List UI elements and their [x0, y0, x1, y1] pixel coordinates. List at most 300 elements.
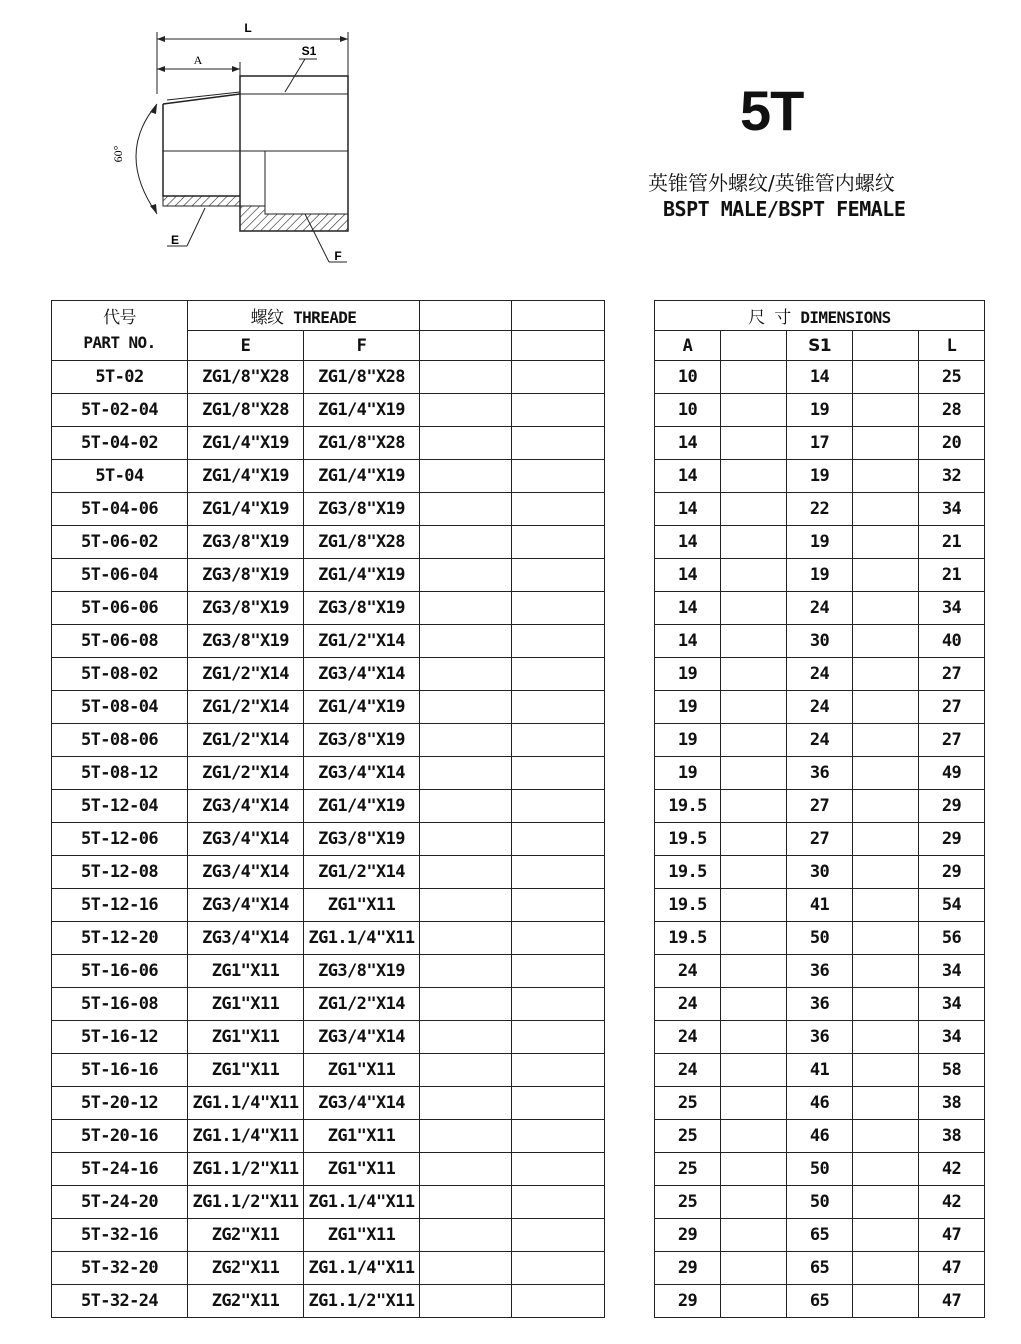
empty-cell — [512, 361, 605, 394]
table-row — [52, 361, 985, 394]
empty-cell — [420, 1153, 512, 1186]
dim-L-cell: 58 — [919, 1054, 985, 1087]
empty-cell — [420, 526, 512, 559]
dim-L-cell: 49 — [919, 757, 985, 790]
part-cell: 5T-02 — [52, 361, 188, 394]
empty-cell — [512, 757, 605, 790]
table-row — [52, 394, 985, 427]
empty-cell — [512, 394, 605, 427]
thread-F-cell: ZG3/8"X19 — [304, 592, 420, 625]
dim-A-cell: 19 — [655, 724, 721, 757]
empty-cell — [420, 889, 512, 922]
part-cell: 5T-04 — [52, 460, 188, 493]
dim-S1-cell: 50 — [787, 922, 853, 955]
empty-cell — [853, 427, 919, 460]
table-row — [52, 1120, 985, 1153]
gap-cell — [605, 1120, 655, 1153]
gap-cell — [605, 1153, 655, 1186]
empty-cell — [512, 1087, 605, 1120]
thread-E-cell: ZG3/4"X14 — [188, 856, 304, 889]
empty-cell — [721, 1021, 787, 1054]
dim-A-label: A — [193, 53, 203, 67]
part-cell: 5T-04-06 — [52, 493, 188, 526]
empty-cell — [721, 988, 787, 1021]
part-cell: 5T-04-02 — [52, 427, 188, 460]
table-row — [52, 691, 985, 724]
gap-cell — [605, 1219, 655, 1252]
dim-A-cell: 10 — [655, 394, 721, 427]
empty-cell — [721, 427, 787, 460]
part-cell: 5T-06-08 — [52, 625, 188, 658]
thread-E-cell: ZG3/4"X14 — [188, 922, 304, 955]
dim-L-cell: 29 — [919, 856, 985, 889]
spec-table — [51, 300, 985, 1318]
empty-cell — [721, 922, 787, 955]
table-row — [52, 790, 985, 823]
thread-E-cell: ZG1/4"X19 — [188, 460, 304, 493]
dim-L-cell: 34 — [919, 1021, 985, 1054]
dim-S1-cell: 36 — [787, 1021, 853, 1054]
gap-cell — [605, 1252, 655, 1285]
empty-cell — [721, 823, 787, 856]
dim-L-cell: 27 — [919, 724, 985, 757]
empty-cell — [853, 1054, 919, 1087]
gap-cell — [605, 724, 655, 757]
empty-cell — [721, 559, 787, 592]
thread-E-cell: ZG3/4"X14 — [188, 790, 304, 823]
table-row — [52, 658, 985, 691]
thread-E-cell: ZG3/4"X14 — [188, 889, 304, 922]
empty-cell — [853, 394, 919, 427]
table-row — [52, 592, 985, 625]
gap-cell — [605, 1285, 655, 1318]
empty-cell — [853, 691, 919, 724]
dim-S1-cell: 36 — [787, 757, 853, 790]
dim-A-cell: 19.5 — [655, 856, 721, 889]
gap-cell — [605, 691, 655, 724]
thread-E-cell: ZG1/2"X14 — [188, 724, 304, 757]
part-cell: 5T-12-06 — [52, 823, 188, 856]
empty-cell — [853, 460, 919, 493]
empty-cell — [512, 592, 605, 625]
table-row — [52, 1153, 985, 1186]
dim-L-cell: 42 — [919, 1186, 985, 1219]
empty-cell — [721, 526, 787, 559]
empty-cell — [420, 1219, 512, 1252]
thread-F-cell: ZG1/4"X19 — [304, 394, 420, 427]
dim-L-cell: 27 — [919, 658, 985, 691]
thread-E-cell: ZG3/8"X19 — [188, 592, 304, 625]
dim-S1-cell: 14 — [787, 361, 853, 394]
empty-cell — [420, 559, 512, 592]
empty-cell — [512, 493, 605, 526]
part-cell: 5T-08-12 — [52, 757, 188, 790]
empty-cell — [853, 922, 919, 955]
gap-cell — [605, 1186, 655, 1219]
empty-cell — [721, 1087, 787, 1120]
dim-L-cell: 27 — [919, 691, 985, 724]
table-row — [52, 757, 985, 790]
dim-S1-cell: 19 — [787, 460, 853, 493]
empty-cell — [420, 823, 512, 856]
empty-cell — [512, 625, 605, 658]
gap-cell — [605, 526, 655, 559]
table-row — [52, 856, 985, 889]
table-row — [52, 955, 985, 988]
empty-cell — [420, 658, 512, 691]
thread-E-cell: ZG1/2"X14 — [188, 757, 304, 790]
dim-L-cell: 38 — [919, 1120, 985, 1153]
thread-E-cell: ZG1/4"X19 — [188, 427, 304, 460]
thread-F-cell: ZG1.1/4"X11 — [304, 922, 420, 955]
empty-cell — [853, 559, 919, 592]
empty-cell — [420, 922, 512, 955]
empty-cell — [721, 1120, 787, 1153]
part-cell: 5T-20-16 — [52, 1120, 188, 1153]
dim-L-cell: 34 — [919, 592, 985, 625]
table-row — [52, 724, 985, 757]
dim-S1-cell: 41 — [787, 1054, 853, 1087]
empty-cell — [721, 460, 787, 493]
dim-L-cell: 20 — [919, 427, 985, 460]
empty-cell — [721, 724, 787, 757]
empty-cell — [512, 988, 605, 1021]
dim-L-label: L — [244, 21, 252, 35]
thread-F-cell: ZG1/2"X14 — [304, 988, 420, 1021]
fitting-drawing — [95, 14, 395, 274]
dim-A-cell: 19 — [655, 757, 721, 790]
table-row — [52, 526, 985, 559]
empty-cell — [420, 1120, 512, 1153]
gap-cell — [605, 394, 655, 427]
dim-S1-cell: 17 — [787, 427, 853, 460]
thread-F-cell: ZG1/8"X28 — [304, 427, 420, 460]
table-row — [52, 1252, 985, 1285]
col-E-header: E — [188, 331, 304, 361]
thread-E-cell: ZG1.1/2"X11 — [188, 1153, 304, 1186]
empty-cell — [512, 1285, 605, 1318]
dim-S1-cell: 65 — [787, 1252, 853, 1285]
dim-S1-cell: 27 — [787, 790, 853, 823]
part-cell: 5T-02-04 — [52, 394, 188, 427]
thread-E-cell: ZG1"X11 — [188, 988, 304, 1021]
thread-F-cell: ZG1/2"X14 — [304, 856, 420, 889]
empty-cell — [721, 592, 787, 625]
thread-F-cell: ZG1/4"X19 — [304, 790, 420, 823]
empty-cell — [420, 460, 512, 493]
empty-cell — [420, 1252, 512, 1285]
empty-cell — [420, 1021, 512, 1054]
gap-cell — [605, 823, 655, 856]
dim-S1-cell: 50 — [787, 1153, 853, 1186]
empty-cell — [512, 1054, 605, 1087]
dim-L-cell: 34 — [919, 493, 985, 526]
empty-cell — [420, 625, 512, 658]
dim-L-cell: 42 — [919, 1153, 985, 1186]
empty-cell — [853, 361, 919, 394]
dim-A-cell: 14 — [655, 493, 721, 526]
empty-cell — [853, 592, 919, 625]
empty-cell — [420, 1285, 512, 1318]
empty-cell — [721, 889, 787, 922]
part-cell: 5T-08-04 — [52, 691, 188, 724]
part-cell: 5T-06-06 — [52, 592, 188, 625]
empty-cell — [512, 1186, 605, 1219]
dim-S1-cell: 24 — [787, 724, 853, 757]
dim-S1-cell: 36 — [787, 955, 853, 988]
thread-E-cell: ZG1.1/2"X11 — [188, 1186, 304, 1219]
empty-cell — [420, 1186, 512, 1219]
dim-L-cell: 47 — [919, 1252, 985, 1285]
empty-cell — [853, 1120, 919, 1153]
table-row — [52, 823, 985, 856]
dim-A-cell: 14 — [655, 526, 721, 559]
empty-cell — [721, 790, 787, 823]
dim-L-cell: 28 — [919, 394, 985, 427]
dim-A-cell: 14 — [655, 559, 721, 592]
dim-S1-label: S1 — [301, 44, 317, 58]
dim-A-cell: 25 — [655, 1186, 721, 1219]
gap-cell — [605, 988, 655, 1021]
dim-S1-cell: 41 — [787, 889, 853, 922]
thread-E-cell: ZG2"X11 — [188, 1285, 304, 1318]
dim-A-cell: 14 — [655, 592, 721, 625]
gap-cell — [605, 1054, 655, 1087]
thread-F-cell: ZG1"X11 — [304, 889, 420, 922]
part-cell: 5T-24-20 — [52, 1186, 188, 1219]
empty-cell — [721, 1285, 787, 1318]
table-row — [52, 1186, 985, 1219]
thread-E-cell: ZG1/2"X14 — [188, 691, 304, 724]
dim-A-cell: 29 — [655, 1285, 721, 1318]
title-english: BSPT MALE/BSPT FEMALE — [663, 197, 906, 221]
thread-F-cell: ZG1/4"X19 — [304, 691, 420, 724]
thread-E-cell: ZG1/8"X28 — [188, 394, 304, 427]
gap-cell — [605, 1087, 655, 1120]
empty-cell — [512, 1219, 605, 1252]
thread-E-cell: ZG3/8"X19 — [188, 526, 304, 559]
dim-A-cell: 19.5 — [655, 790, 721, 823]
empty-cell — [512, 526, 605, 559]
thread-F-cell: ZG3/4"X14 — [304, 1087, 420, 1120]
dim-S1-cell: 24 — [787, 658, 853, 691]
part-cell: 5T-16-12 — [52, 1021, 188, 1054]
gap-cell — [605, 889, 655, 922]
empty-cell — [721, 658, 787, 691]
empty-cell — [512, 856, 605, 889]
gap-cell — [605, 856, 655, 889]
dim-S1-cell: 24 — [787, 592, 853, 625]
gap-cell — [605, 460, 655, 493]
label-F: F — [334, 249, 342, 263]
empty-cell — [853, 1285, 919, 1318]
empty-cell — [512, 1021, 605, 1054]
thread-F-cell: ZG1.1/4"X11 — [304, 1186, 420, 1219]
thread-E-cell: ZG1/2"X14 — [188, 658, 304, 691]
dim-L-cell: 29 — [919, 823, 985, 856]
thread-E-cell: ZG1/8"X28 — [188, 361, 304, 394]
part-cell: 5T-12-08 — [52, 856, 188, 889]
dim-A-cell: 19.5 — [655, 889, 721, 922]
thread-F-cell: ZG1/4"X19 — [304, 460, 420, 493]
gap-cell — [605, 658, 655, 691]
empty-cell — [512, 691, 605, 724]
empty-cell — [853, 658, 919, 691]
thread-F-cell: ZG1/8"X28 — [304, 361, 420, 394]
dim-L-cell: 34 — [919, 988, 985, 1021]
part-cell: 5T-06-04 — [52, 559, 188, 592]
thread-F-cell: ZG3/8"X19 — [304, 955, 420, 988]
gap-cell — [605, 1021, 655, 1054]
empty-cell — [512, 427, 605, 460]
thread-E-cell: ZG1"X11 — [188, 1021, 304, 1054]
dim-A-cell: 29 — [655, 1252, 721, 1285]
col-A-header: A — [655, 331, 721, 361]
empty-cell — [420, 790, 512, 823]
dim-A-cell: 24 — [655, 988, 721, 1021]
thread-F-cell: ZG3/8"X19 — [304, 823, 420, 856]
label-E: E — [170, 233, 180, 247]
empty-cell — [853, 823, 919, 856]
gap-cell — [605, 427, 655, 460]
model-title: 5T — [740, 79, 804, 142]
empty-cell — [853, 757, 919, 790]
dim-L-cell: 25 — [919, 361, 985, 394]
thread-F-cell: ZG3/4"X14 — [304, 757, 420, 790]
thread-F-cell: ZG3/4"X14 — [304, 1021, 420, 1054]
empty-cell — [853, 1252, 919, 1285]
thread-E-cell: ZG1"X11 — [188, 1054, 304, 1087]
dim-A-cell: 19 — [655, 658, 721, 691]
dim-S1-cell: 30 — [787, 625, 853, 658]
dim-S1-cell: 19 — [787, 394, 853, 427]
part-cell: 5T-32-20 — [52, 1252, 188, 1285]
dim-A-cell: 14 — [655, 625, 721, 658]
dim-L-cell: 56 — [919, 922, 985, 955]
dim-L-cell: 40 — [919, 625, 985, 658]
part-cell: 5T-20-12 — [52, 1087, 188, 1120]
empty-cell — [721, 625, 787, 658]
empty-cell — [721, 691, 787, 724]
gap-cell — [605, 361, 655, 394]
dim-A-cell: 24 — [655, 1021, 721, 1054]
dim-A-cell: 14 — [655, 460, 721, 493]
dim-S1-cell: 22 — [787, 493, 853, 526]
part-cell: 5T-16-16 — [52, 1054, 188, 1087]
table-row — [52, 1087, 985, 1120]
thread-F-cell: ZG1"X11 — [304, 1120, 420, 1153]
empty-cell — [512, 1153, 605, 1186]
dim-S1-cell: 46 — [787, 1120, 853, 1153]
dim-L-cell: 54 — [919, 889, 985, 922]
table-row — [52, 493, 985, 526]
part-cell: 5T-12-16 — [52, 889, 188, 922]
empty-cell — [721, 955, 787, 988]
part-cell: 5T-06-02 — [52, 526, 188, 559]
empty-cell — [420, 394, 512, 427]
empty-cell — [512, 460, 605, 493]
table-row — [52, 889, 985, 922]
thread-E-cell: ZG2"X11 — [188, 1252, 304, 1285]
empty-cell — [420, 724, 512, 757]
part-cell: 5T-24-16 — [52, 1153, 188, 1186]
part-cell: 5T-16-06 — [52, 955, 188, 988]
thread-F-cell: ZG3/8"X19 — [304, 493, 420, 526]
angle-label: 60° — [111, 145, 125, 163]
empty-cell — [853, 1153, 919, 1186]
thread-F-cell: ZG1"X11 — [304, 1153, 420, 1186]
dim-A-cell: 25 — [655, 1087, 721, 1120]
empty-cell — [853, 625, 919, 658]
table-row — [52, 1021, 985, 1054]
gap-cell — [605, 922, 655, 955]
dim-A-cell: 29 — [655, 1219, 721, 1252]
empty-cell — [420, 493, 512, 526]
dim-A-cell: 10 — [655, 361, 721, 394]
gap-cell — [605, 625, 655, 658]
dim-S1-cell: 27 — [787, 823, 853, 856]
table-row — [52, 1285, 985, 1318]
thread-F-cell: ZG1"X11 — [304, 1219, 420, 1252]
dim-S1-cell: 30 — [787, 856, 853, 889]
dim-S1-cell: 46 — [787, 1087, 853, 1120]
empty-cell — [420, 361, 512, 394]
dim-L-cell: 21 — [919, 526, 985, 559]
dim-S1-cell: 19 — [787, 559, 853, 592]
empty-cell — [853, 955, 919, 988]
empty-cell — [853, 526, 919, 559]
thread-E-cell: ZG3/8"X19 — [188, 559, 304, 592]
thread-E-cell: ZG3/8"X19 — [188, 625, 304, 658]
part-cell: 5T-32-16 — [52, 1219, 188, 1252]
empty-cell — [512, 955, 605, 988]
empty-cell — [853, 1087, 919, 1120]
dim-A-cell: 25 — [655, 1153, 721, 1186]
dim-A-cell: 19.5 — [655, 922, 721, 955]
dimensions-header: 尺 寸 DIMENSIONS — [655, 301, 985, 331]
dim-A-cell: 25 — [655, 1120, 721, 1153]
gap-cell — [605, 790, 655, 823]
part-cell: 5T-16-08 — [52, 988, 188, 1021]
empty-cell — [721, 757, 787, 790]
empty-cell — [853, 724, 919, 757]
table-row — [52, 988, 985, 1021]
dim-S1-cell: 36 — [787, 988, 853, 1021]
dim-A-cell: 19 — [655, 691, 721, 724]
gap-cell — [605, 493, 655, 526]
thread-F-cell: ZG1/2"X14 — [304, 625, 420, 658]
thread-F-cell: ZG3/8"X19 — [304, 724, 420, 757]
empty-cell — [853, 988, 919, 1021]
dim-L-cell: 21 — [919, 559, 985, 592]
empty-cell — [853, 1021, 919, 1054]
dim-L-cell: 29 — [919, 790, 985, 823]
title-chinese: 英锥管外螺纹/英锥管内螺纹 — [648, 171, 895, 195]
table-row — [52, 427, 985, 460]
empty-cell — [721, 493, 787, 526]
dim-A-cell: 24 — [655, 1054, 721, 1087]
dim-L-cell: 47 — [919, 1219, 985, 1252]
empty-cell — [853, 790, 919, 823]
table-row — [52, 460, 985, 493]
empty-cell — [512, 724, 605, 757]
thread-F-cell: ZG3/4"X14 — [304, 658, 420, 691]
col-F-header: F — [304, 331, 420, 361]
empty-cell — [512, 658, 605, 691]
empty-cell — [853, 1186, 919, 1219]
empty-cell — [721, 1219, 787, 1252]
dim-L-cell: 38 — [919, 1087, 985, 1120]
